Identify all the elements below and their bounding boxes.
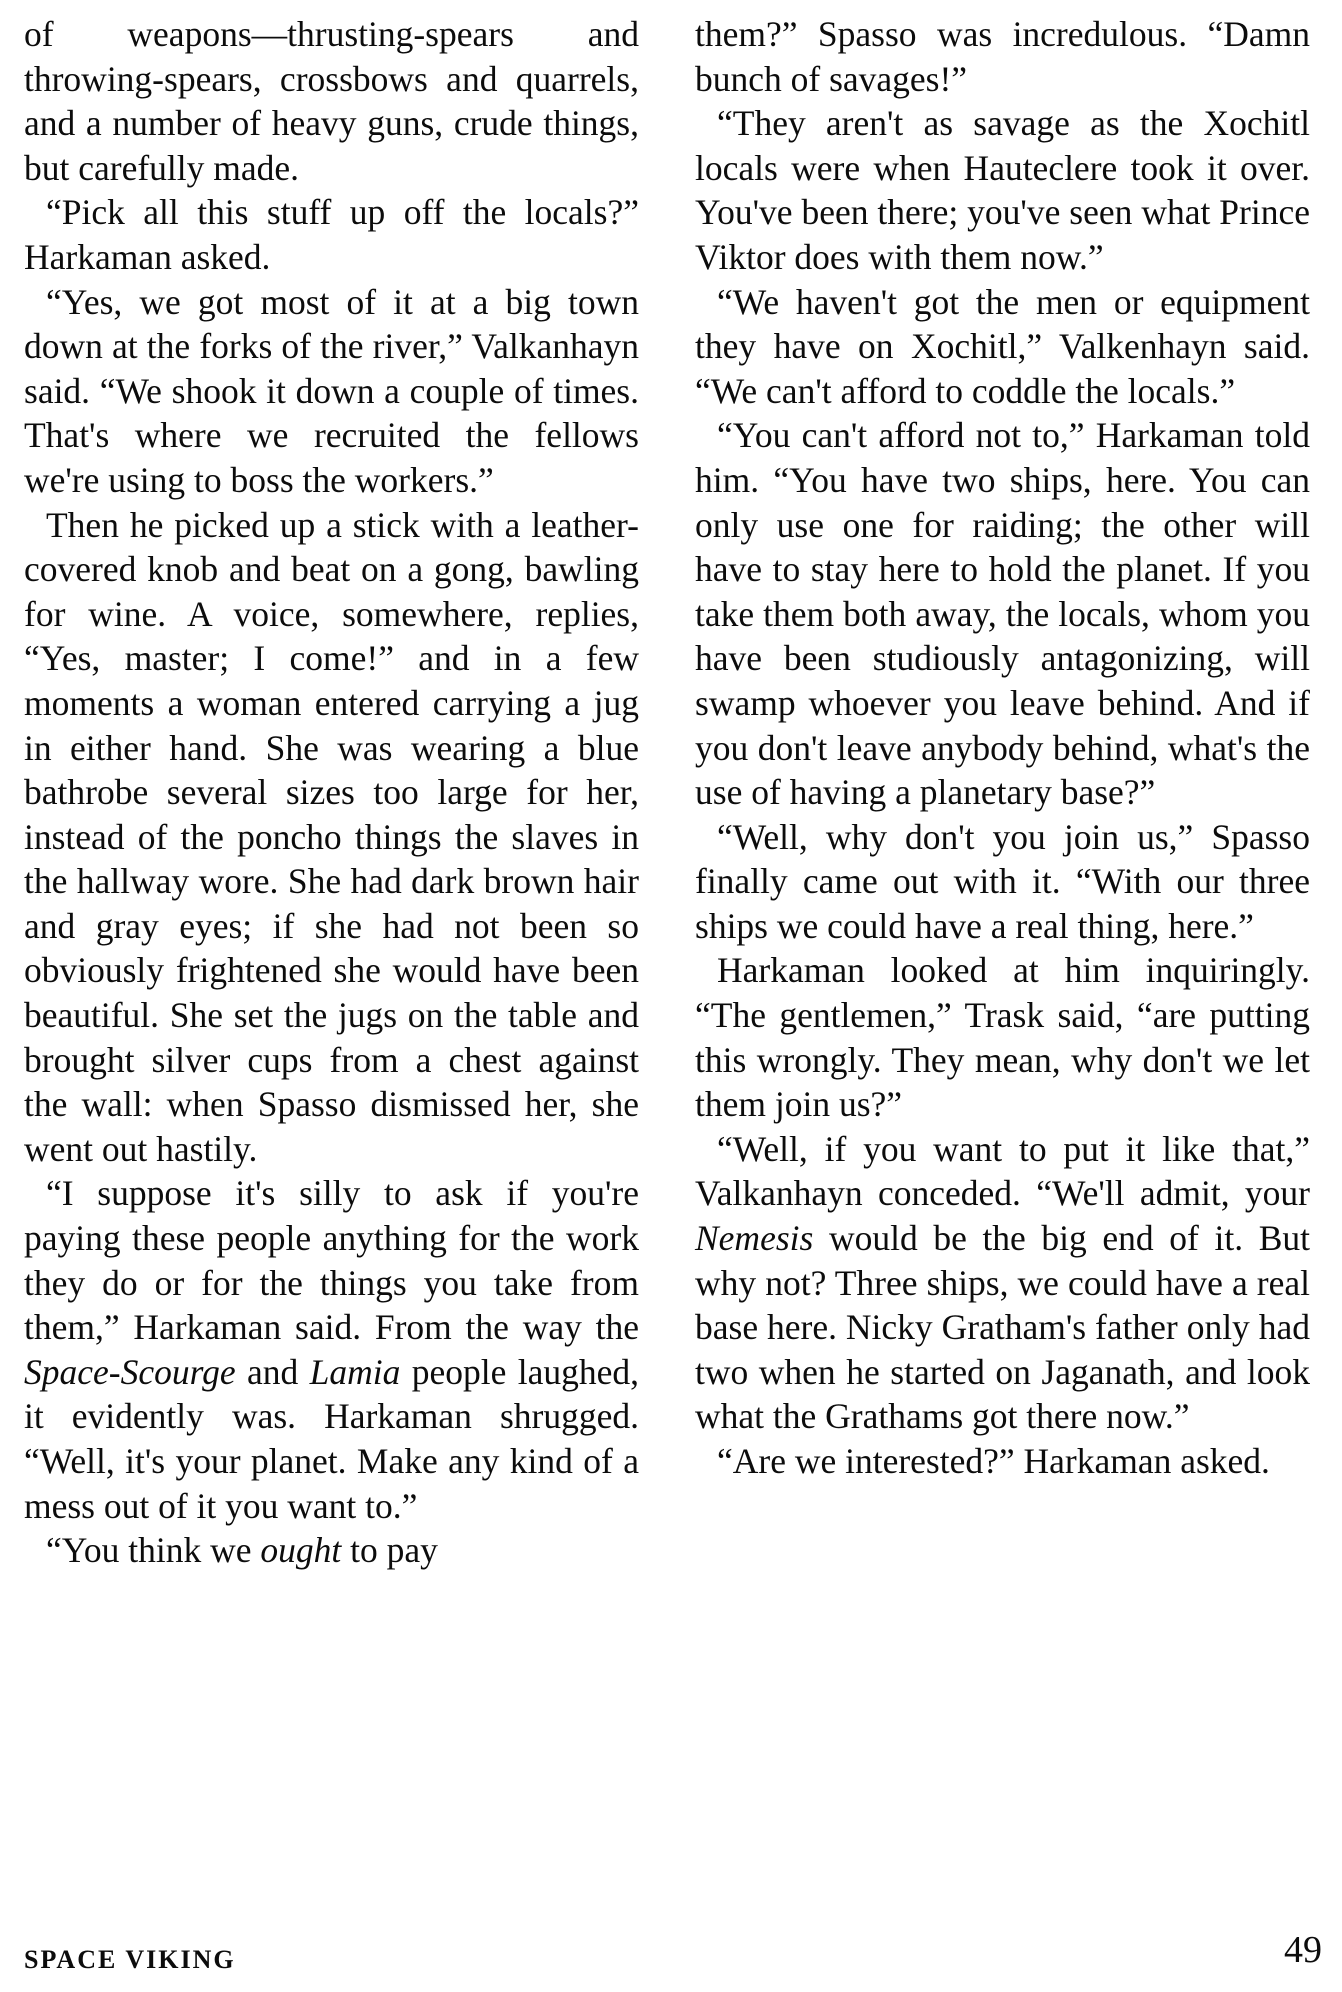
page-number: 49 <box>1284 1929 1322 1971</box>
paragraph <box>24 1528 639 1573</box>
paragraph-text: “I suppose it's silly to ask if you're paying these people anything for the work they do or for the things you take from them,” Harkaman said. From the way the <box>24 1173 639 1348</box>
paragraph <box>695 948 1310 1126</box>
paragraph-text: “They aren't as savage as the Xochitl locals were when Hauteclere took it over. You've been there; you've seen what Prince Viktor does with them now.” <box>695 103 1310 277</box>
paragraph-text: “Are we interested?” Harkaman asked. <box>717 1441 1270 1481</box>
ship-name-italic: Nemesis <box>695 1218 814 1259</box>
paragraph-text: to pay <box>341 1530 438 1571</box>
paragraph-text: of weapons—thrusting-spears and throwing-spears, crossbows and quarrels, and a number of heavy guns, crude things, but carefully made. <box>24 14 639 188</box>
paragraph <box>695 280 1310 414</box>
paragraph-text: Then he picked up a stick with a leather-covered knob and beat on a gong, bawling for wine. A voice, somewhere, replies, “Yes, master; I come!” and in a few moments a woman entered carrying a jug in either hand. She was wearing a blue bathrobe several sizes too large for her, instead of the poncho things the slaves in the hallway wore. She had dark brown hair and gray eyes; if she had not been so obviously frightened she would have been beautiful. She set the jugs on the table and brought silver cups from a chest against the wall: when Spasso dismissed her, she went out hastily. <box>24 504 639 1169</box>
emphasis-italic: ought <box>260 1530 342 1571</box>
left-text-column <box>24 12 639 1573</box>
paragraph-text: “Pick all this stuff up off the locals?” Harkaman asked. <box>24 192 639 277</box>
paragraph <box>695 101 1310 279</box>
paragraph-text: “You can't afford not to,” Harkaman told him. “You have two ships, here. You can only use one for raiding; the other will have to stay here to hold the planet. If you take them both away, the locals, whom you have been studiously antagonizing, will swamp whoever you leave behind. And if you don't leave anybody behind, what's the use of having a planetary base?” <box>695 415 1310 813</box>
paragraph <box>24 1171 639 1528</box>
paragraph-text: Harkaman looked at him inquiringly. “The gentlemen,” Trask said, “are putting this wrongly. They mean, why don't we let them join us?” <box>695 950 1310 1125</box>
paragraph-text: “Yes, we got most of it at a big town down at the forks of the river,” Valkanhayn said. “We shook it down a couple of times. That's where we recruited the fellows we're using to boss the workers.” <box>24 281 639 500</box>
paragraph <box>695 1439 1310 1484</box>
paragraph <box>24 503 639 1172</box>
paragraph <box>695 12 1310 101</box>
paragraph-text: “You think we <box>46 1530 261 1571</box>
paragraph-text: people laughed, it evidently was. Harkaman shrugged. “Well, it's your planet. Make any kind of a mess out of it you want to.” <box>24 1351 639 1526</box>
paragraph <box>695 1127 1310 1439</box>
paragraph-text: and <box>235 1351 310 1392</box>
paragraph-text: would be the big end of it. But why not? Three ships, we could have a real base here. Nicky Gratham's father only had two when he started on Jaganath, and look what the Grathams got there now.” <box>695 1218 1310 1437</box>
running-footer-title: SPACE VIKING <box>24 1945 236 1974</box>
ship-name-italic: Lamia <box>309 1351 401 1392</box>
paragraph-text: “Well, why don't you join us,” Spasso finally came out with it. “With our three ships we could have a real thing, here.” <box>695 816 1310 946</box>
paragraph <box>24 12 639 190</box>
paragraph <box>24 190 639 279</box>
paragraph <box>695 413 1310 814</box>
paragraph-text: them?” Spasso was incredulous. “Damn bunch of savages!” <box>695 14 1310 99</box>
ship-name-italic: Space-Scourge <box>24 1351 236 1392</box>
paragraph-text: “We haven't got the men or equipment they have on Xochitl,” Valkenhayn said. “We can't afford to coddle the locals.” <box>695 281 1310 411</box>
paragraph <box>24 280 639 503</box>
paragraph-text: “Well, if you want to put it like that,” Valkanhayn conceded. “We'll admit, your <box>695 1128 1310 1214</box>
right-text-column <box>695 12 1310 1484</box>
paragraph <box>695 815 1310 949</box>
